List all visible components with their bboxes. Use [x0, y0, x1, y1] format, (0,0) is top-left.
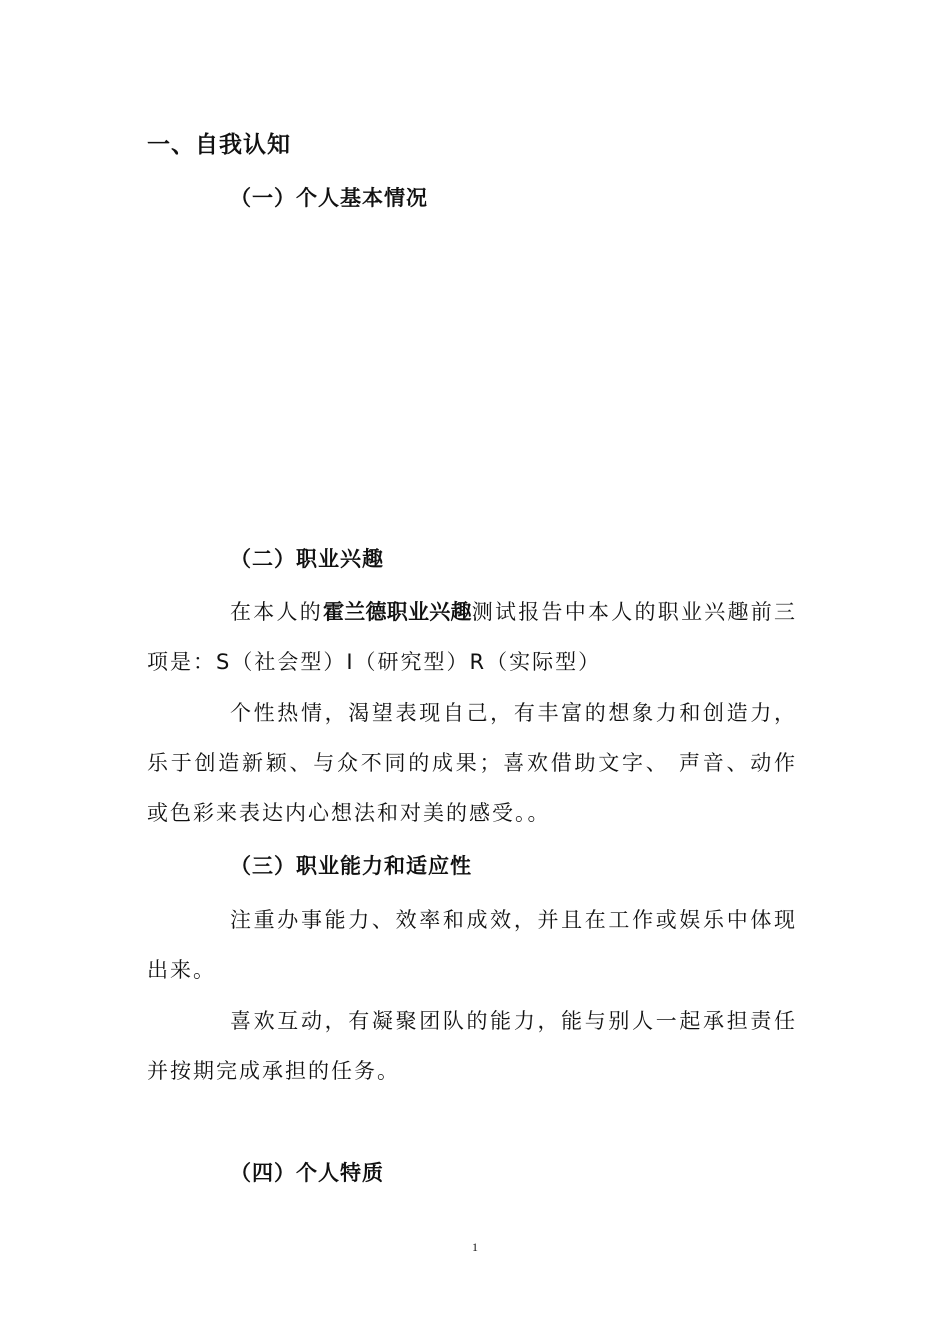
paragraph-ability-efficiency: 注重办事能力、效率和成效，并且在工作或娱乐中体现出来。	[147, 908, 797, 982]
subsection-title-basic-info: （一）个人基本情况	[230, 186, 428, 210]
section-title-self-awareness: 一、自我认知	[147, 132, 291, 158]
subsection-title-career-interest: （二）职业兴趣	[230, 547, 384, 571]
interest-text-before: 在本人的	[230, 600, 323, 624]
subsection-title-career-ability: （三）职业能力和适应性	[230, 854, 472, 878]
paragraph-interest-result	[147, 587, 797, 687]
paragraph-ability-teamwork: 喜欢互动，有凝聚团队的能力，能与别人一起承担责任并按期完成承担的任务。	[147, 1009, 797, 1083]
interest-text-after: 测试报告中本人的职业兴趣前三项是：S（社会型）I（研究型）R（实际型）	[147, 600, 797, 674]
page-number: 1	[472, 1240, 478, 1254]
paragraph-interest-description: 个性热情，渴望表现自己，有丰富的想象力和创造力，乐于创造新颖、与众不同的成果；喜欢借助文字、 声音、动作或色彩来表达内心想法和对美的感受。。	[147, 701, 797, 825]
subsection-title-personal-traits: （四）个人特质	[230, 1161, 384, 1185]
holland-test-name: 霍兰德职业兴趣	[323, 600, 472, 624]
